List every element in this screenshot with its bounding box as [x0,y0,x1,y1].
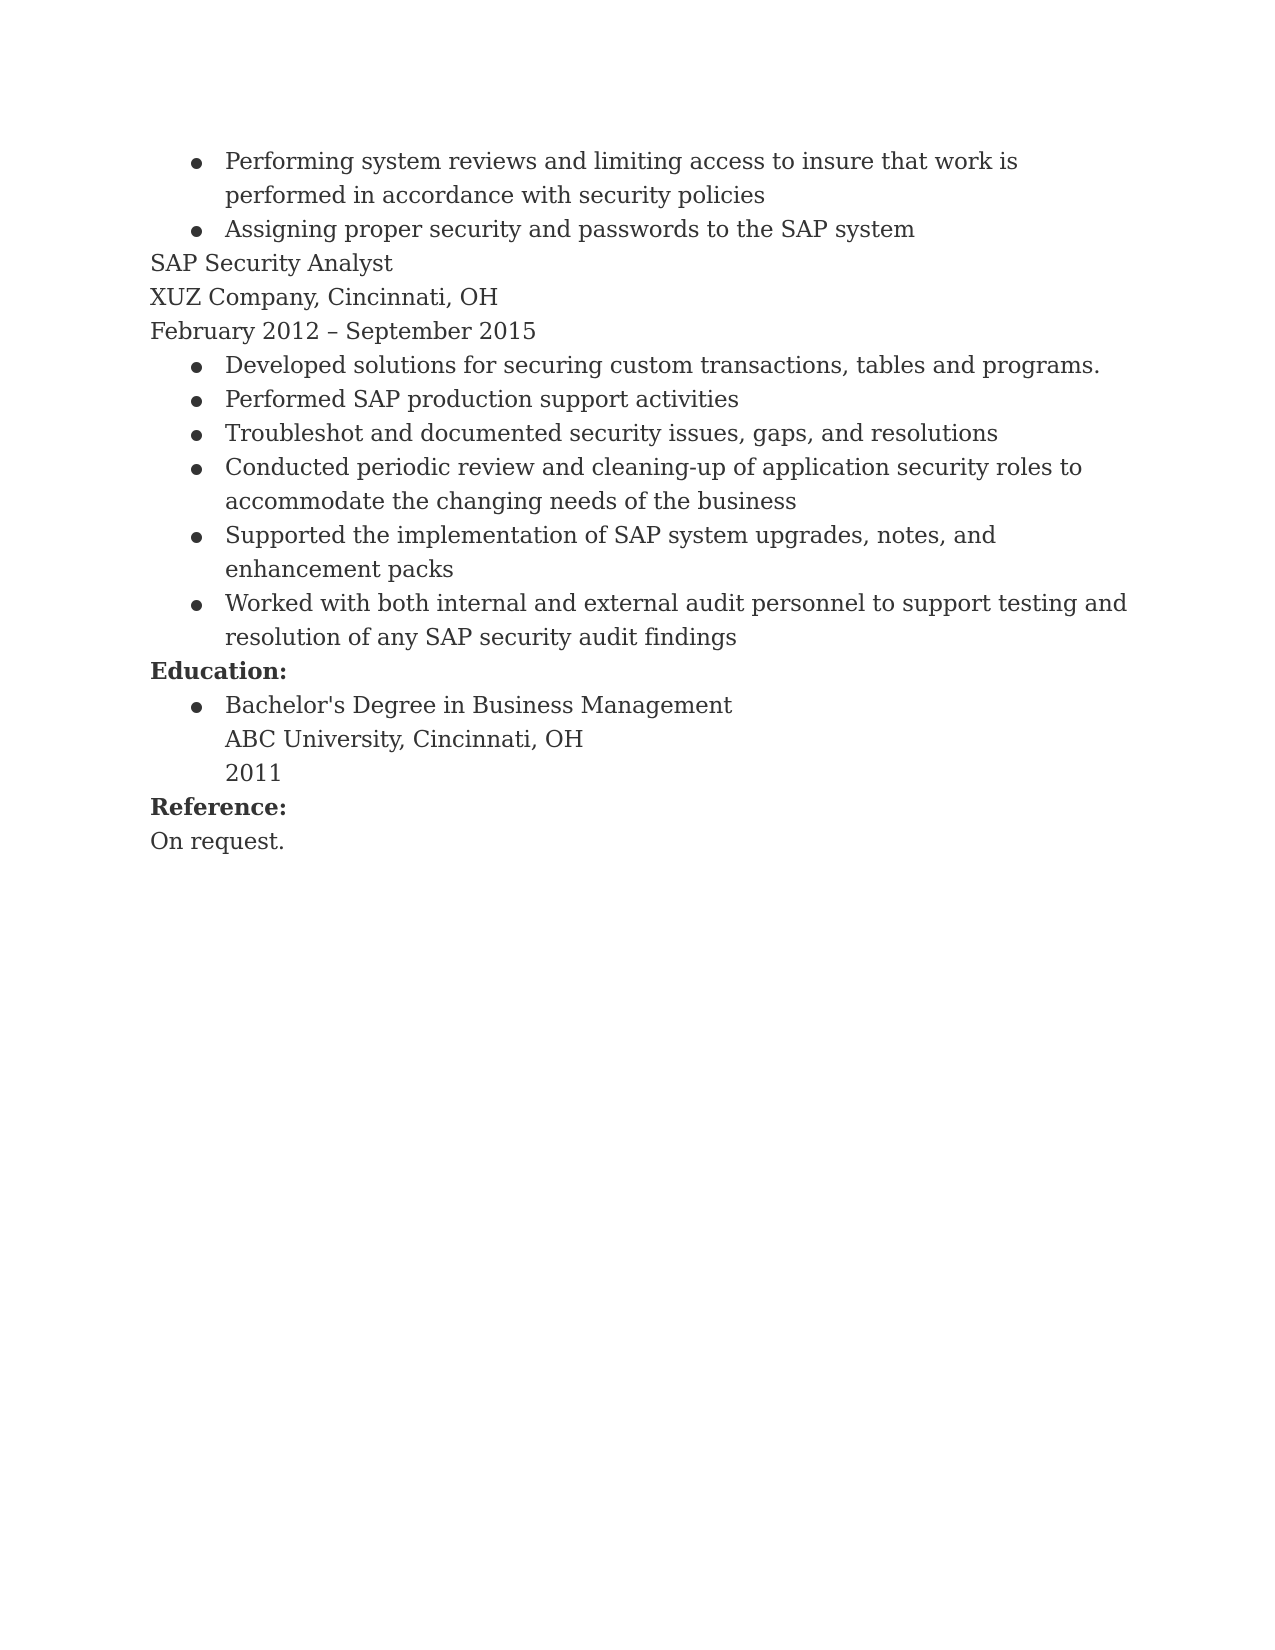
resume-content [150,145,1130,859]
bullet-text: Performing system reviews and limiting access to insure that work is performed in accordance with security policies [225,149,1019,209]
bullet-text: Troubleshot and documented security issues, gaps, and resolutions [225,421,999,447]
list-item [150,349,1130,383]
bullet-icon [191,702,202,713]
list-item [150,213,1130,247]
list-item [150,587,1130,655]
list-item [150,145,1130,213]
job-company: XUZ Company, Cincinnati, OH [150,285,499,311]
job-title: SAP Security Analyst [150,251,393,277]
education-section [150,655,1130,791]
education-school: ABC University, Cincinnati, OH [225,727,584,753]
reference-section [150,791,1130,859]
list-item [150,383,1130,417]
job-bullets [150,349,1130,655]
bullet-text: Performed SAP production support activities [225,387,739,413]
reference-heading: Reference: [150,794,287,821]
job-dates: February 2012 – September 2015 [150,319,537,345]
bullet-icon [191,600,202,611]
bullet-icon [191,464,202,475]
bullet-icon [191,532,202,543]
bullet-icon [191,362,202,373]
prior-job-bullets [150,145,1130,247]
education-heading: Education: [150,658,288,685]
bullet-icon [191,396,202,407]
list-item [150,417,1130,451]
bullet-text: Conducted periodic review and cleaning-up of application security roles to accommodate the changing needs of the business [225,455,1083,515]
list-item [150,519,1130,587]
bullet-text: Assigning proper security and passwords to the SAP system [225,217,915,243]
reference-text: On request. [150,829,285,855]
list-item [150,689,1130,791]
education-year: 2011 [225,761,283,787]
job-entry [150,247,1130,655]
bullet-text: Worked with both internal and external audit personnel to support testing and resolution of any SAP security audit findings [225,591,1128,651]
bullet-text: Developed solutions for securing custom transactions, tables and programs. [225,353,1101,379]
list-item [150,451,1130,519]
bullet-icon [191,226,202,237]
bullet-icon [191,158,202,169]
bullet-icon [191,430,202,441]
bullet-text: Supported the implementation of SAP system upgrades, notes, and enhancement packs [225,523,997,583]
education-degree: Bachelor's Degree in Business Management [225,693,733,719]
education-list [150,689,1130,791]
